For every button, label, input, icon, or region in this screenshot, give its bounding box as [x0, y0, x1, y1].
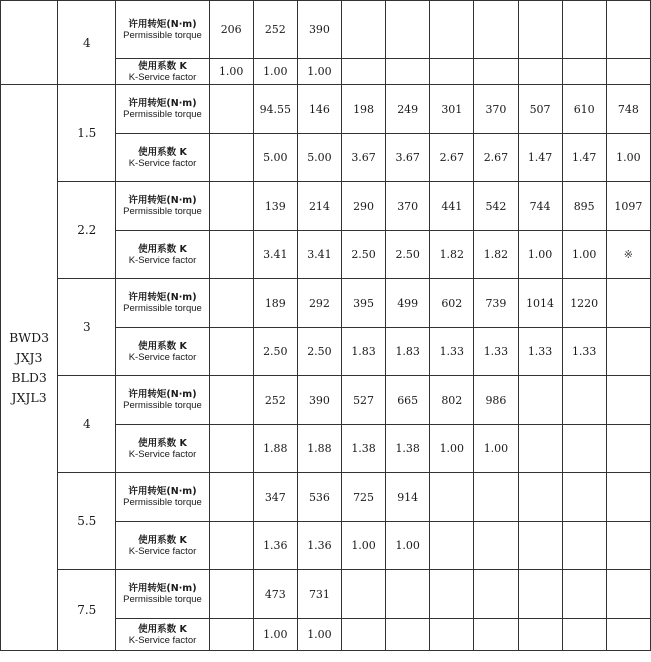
factor-value-cell	[562, 425, 606, 473]
torque-label-cn: 许用转矩(N·m)	[128, 486, 197, 497]
power-cell: 4	[58, 1, 116, 85]
factor-value-cell: 1.47	[562, 134, 606, 182]
torque-value-cell: 214	[297, 182, 341, 231]
torque-label-cell	[116, 1, 209, 59]
factor-value-cell: 3.41	[253, 231, 297, 279]
factor-value-cell	[386, 59, 430, 85]
torque-value-cell	[342, 570, 386, 619]
factor-value-cell	[430, 522, 474, 570]
factor-value-cell	[474, 619, 518, 651]
factor-value-cell	[430, 619, 474, 651]
factor-value-cell: 2.67	[430, 134, 474, 182]
torque-value-cell: 602	[430, 279, 474, 328]
torque-label-en: Permissible torque	[123, 497, 202, 508]
torque-value-cell	[209, 376, 253, 425]
power-cell: 2.2	[58, 182, 116, 279]
torque-value-cell	[606, 1, 650, 59]
torque-value-cell	[430, 570, 474, 619]
torque-value-cell: 301	[430, 85, 474, 134]
torque-value-cell	[562, 1, 606, 59]
factor-value-cell	[209, 134, 253, 182]
factor-label-cn: 使用系数 K	[138, 534, 187, 546]
torque-label-en: Permissible torque	[123, 109, 202, 120]
factor-value-cell: 1.00	[474, 425, 518, 473]
factor-value-cell	[518, 522, 562, 570]
torque-value-cell	[386, 570, 430, 619]
factor-value-cell: 1.33	[474, 328, 518, 376]
factor-label-cn: 使用系数 K	[138, 146, 187, 158]
factor-label-en: K-Service factor	[128, 254, 197, 266]
factor-value-cell: 1.33	[562, 328, 606, 376]
torque-value-cell	[430, 473, 474, 522]
torque-value-cell: 390	[297, 376, 341, 425]
torque-value-cell: 986	[474, 376, 518, 425]
factor-value-cell	[518, 619, 562, 651]
table-row	[1, 570, 651, 619]
torque-value-cell: 914	[386, 473, 430, 522]
factor-value-cell	[209, 231, 253, 279]
factor-label-cn: 使用系数 K	[138, 243, 187, 255]
factor-label-cn: 使用系数 K	[138, 60, 187, 72]
factor-label-cn: 使用系数 K	[138, 340, 187, 352]
torque-label-cell	[116, 376, 209, 425]
model-name: BWD3	[9, 329, 50, 345]
torque-value-cell	[209, 473, 253, 522]
factor-value-cell	[562, 522, 606, 570]
factor-value-cell: 1.38	[342, 425, 386, 473]
power-cell: 1.5	[58, 85, 116, 182]
torque-value-cell: 542	[474, 182, 518, 231]
torque-value-cell: 610	[562, 85, 606, 134]
factor-label-cell	[116, 619, 209, 651]
factor-value-cell	[606, 425, 650, 473]
torque-value-cell: 252	[253, 376, 297, 425]
factor-value-cell: 2.50	[253, 328, 297, 376]
torque-value-cell	[606, 279, 650, 328]
torque-value-cell: 748	[606, 85, 650, 134]
torque-value-cell	[562, 473, 606, 522]
torque-value-cell: 739	[474, 279, 518, 328]
factor-value-cell	[606, 619, 650, 651]
factor-value-cell: 2.50	[297, 328, 341, 376]
torque-label-en: Permissible torque	[123, 303, 202, 314]
factor-value-cell: 3.41	[297, 231, 341, 279]
factor-value-cell	[606, 59, 650, 85]
factor-value-cell	[518, 425, 562, 473]
factor-value-cell: 1.82	[474, 231, 518, 279]
factor-label-en: K-Service factor	[128, 157, 197, 169]
factor-value-cell: 5.00	[253, 134, 297, 182]
factor-value-cell: 1.00	[297, 619, 341, 651]
factor-value-cell: 1.83	[386, 328, 430, 376]
table-row	[1, 473, 651, 522]
table-row	[1, 1, 651, 59]
torque-value-cell: 744	[518, 182, 562, 231]
torque-label-cn: 许用转矩(N·m)	[128, 98, 197, 109]
torque-value-cell	[386, 1, 430, 59]
factor-value-cell: 5.00	[297, 134, 341, 182]
torque-value-cell: 499	[386, 279, 430, 328]
torque-value-cell	[209, 570, 253, 619]
torque-value-cell: 395	[342, 279, 386, 328]
torque-value-cell: 665	[386, 376, 430, 425]
factor-value-cell	[342, 619, 386, 651]
torque-value-cell: 206	[209, 1, 253, 59]
torque-value-cell: 895	[562, 182, 606, 231]
torque-value-cell: 252	[253, 1, 297, 59]
torque-value-cell: 290	[342, 182, 386, 231]
factor-value-cell: 1.88	[297, 425, 341, 473]
torque-value-cell: 507	[518, 85, 562, 134]
torque-value-cell: 189	[253, 279, 297, 328]
torque-label-en: Permissible torque	[123, 594, 202, 605]
torque-label-cn: 许用转矩(N·m)	[128, 292, 197, 303]
factor-value-cell: 1.38	[386, 425, 430, 473]
factor-value-cell: 3.67	[342, 134, 386, 182]
torque-value-cell: 1097	[606, 182, 650, 231]
factor-label-cell	[116, 522, 209, 570]
torque-value-cell	[562, 570, 606, 619]
factor-label-cell	[116, 59, 209, 85]
table-row	[1, 182, 651, 231]
torque-value-cell: 198	[342, 85, 386, 134]
torque-value-cell: 1220	[562, 279, 606, 328]
factor-label-en: K-Service factor	[128, 634, 197, 646]
factor-label-en: K-Service factor	[128, 545, 197, 557]
torque-label-cell	[116, 85, 209, 134]
torque-value-cell	[562, 376, 606, 425]
model-cell	[1, 85, 58, 651]
torque-value-cell: 441	[430, 182, 474, 231]
factor-value-cell: 1.83	[342, 328, 386, 376]
torque-value-cell: 527	[342, 376, 386, 425]
factor-value-cell: 2.67	[474, 134, 518, 182]
factor-value-cell	[474, 522, 518, 570]
torque-label-cell	[116, 182, 209, 231]
factor-value-cell: 1.47	[518, 134, 562, 182]
power-cell: 4	[58, 376, 116, 473]
model-name: JXJL3	[11, 389, 47, 405]
torque-value-cell: 94.55	[253, 85, 297, 134]
factor-value-cell	[474, 59, 518, 85]
power-cell: 5.5	[58, 473, 116, 570]
torque-label-cn: 许用转矩(N·m)	[128, 389, 197, 400]
torque-label-cell	[116, 570, 209, 619]
factor-value-cell: 1.00	[386, 522, 430, 570]
torque-value-cell: 802	[430, 376, 474, 425]
torque-label-en: Permissible torque	[123, 206, 202, 217]
factor-value-cell	[606, 328, 650, 376]
factor-value-cell: 1.36	[297, 522, 341, 570]
torque-value-cell	[430, 1, 474, 59]
factor-label-cell	[116, 231, 209, 279]
factor-label-cn: 使用系数 K	[138, 623, 187, 635]
table-row	[1, 85, 651, 134]
factor-value-cell	[562, 59, 606, 85]
torque-label-cn: 许用转矩(N·m)	[128, 18, 197, 30]
torque-value-cell: 725	[342, 473, 386, 522]
factor-value-cell: 1.82	[430, 231, 474, 279]
factor-value-cell: 1.33	[518, 328, 562, 376]
torque-label-cn: 许用转矩(N·m)	[128, 583, 197, 594]
torque-value-cell	[606, 570, 650, 619]
factor-value-cell	[518, 59, 562, 85]
factor-value-cell: 3.67	[386, 134, 430, 182]
factor-value-cell: 1.36	[253, 522, 297, 570]
torque-value-cell: 347	[253, 473, 297, 522]
factor-label-cell	[116, 425, 209, 473]
factor-label-en: K-Service factor	[128, 351, 197, 363]
factor-value-cell	[386, 619, 430, 651]
torque-value-cell: 370	[474, 85, 518, 134]
torque-value-cell: 536	[297, 473, 341, 522]
power-cell: 7.5	[58, 570, 116, 651]
model-cell-empty	[1, 1, 58, 85]
torque-value-cell	[342, 1, 386, 59]
factor-label-en: K-Service factor	[128, 448, 197, 460]
model-name: BLD3	[11, 369, 47, 385]
model-name: JXJ3	[15, 349, 43, 365]
torque-value-cell: 146	[297, 85, 341, 134]
torque-value-cell: 731	[297, 570, 341, 619]
factor-value-cell: 1.00	[518, 231, 562, 279]
factor-value-cell	[606, 522, 650, 570]
torque-label-en: Permissible torque	[123, 29, 202, 41]
torque-value-cell	[518, 570, 562, 619]
factor-value-cell	[430, 59, 474, 85]
torque-value-cell	[209, 182, 253, 231]
factor-value-cell	[209, 425, 253, 473]
factor-value-cell: 1.00	[253, 619, 297, 651]
factor-value-cell: 2.50	[342, 231, 386, 279]
factor-value-cell	[562, 619, 606, 651]
torque-value-cell: 292	[297, 279, 341, 328]
torque-value-cell	[474, 1, 518, 59]
torque-value-cell	[474, 570, 518, 619]
factor-value-cell: 1.33	[430, 328, 474, 376]
torque-label-en: Permissible torque	[123, 400, 202, 411]
torque-value-cell	[518, 473, 562, 522]
factor-value-cell: ※	[606, 231, 650, 279]
factor-value-cell	[342, 59, 386, 85]
torque-label-cell	[116, 473, 209, 522]
power-cell: 3	[58, 279, 116, 376]
torque-value-cell	[606, 376, 650, 425]
torque-label-cell	[116, 279, 209, 328]
factor-value-cell: 1.00	[209, 59, 253, 85]
factor-value-cell: 1.00	[562, 231, 606, 279]
factor-value-cell	[209, 522, 253, 570]
torque-value-cell	[518, 376, 562, 425]
torque-value-cell: 1014	[518, 279, 562, 328]
torque-value-cell: 370	[386, 182, 430, 231]
factor-label-cell	[116, 328, 209, 376]
factor-value-cell: 1.00	[606, 134, 650, 182]
factor-value-cell: 1.00	[253, 59, 297, 85]
factor-value-cell: 1.00	[430, 425, 474, 473]
torque-value-cell	[606, 473, 650, 522]
torque-value-cell	[518, 1, 562, 59]
table-row	[1, 279, 651, 328]
factor-value-cell	[209, 328, 253, 376]
factor-value-cell: 1.00	[342, 522, 386, 570]
factor-value-cell: 1.88	[253, 425, 297, 473]
factor-label-cell	[116, 134, 209, 182]
factor-value-cell: 2.50	[386, 231, 430, 279]
torque-value-cell: 473	[253, 570, 297, 619]
torque-value-cell: 390	[297, 1, 341, 59]
factor-label-cn: 使用系数 K	[138, 437, 187, 449]
torque-label-cn: 许用转矩(N·m)	[128, 195, 197, 206]
torque-value-cell	[474, 473, 518, 522]
table-row	[1, 376, 651, 425]
factor-value-cell: 1.00	[297, 59, 341, 85]
torque-value-cell	[209, 85, 253, 134]
factor-value-cell	[209, 619, 253, 651]
torque-value-cell: 249	[386, 85, 430, 134]
factor-label-en: K-Service factor	[128, 71, 197, 83]
torque-value-cell	[209, 279, 253, 328]
torque-value-cell: 139	[253, 182, 297, 231]
